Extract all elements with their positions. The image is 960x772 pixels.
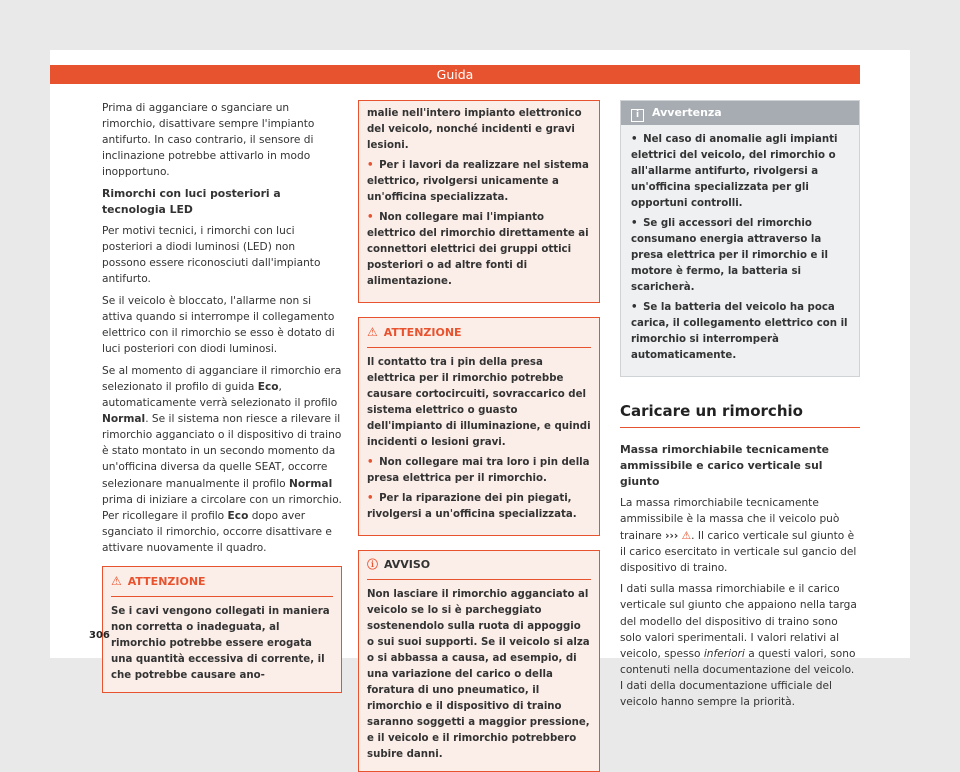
paragraph: Per motivi tecnici, i rimorchi con luci posteriori a diodi luminosi (LED) non possono essere riconosciuti dall'impianto antifurto. <box>102 225 321 286</box>
subheading: Rimorchi con luci posteriori a tecnologia LED <box>102 186 281 217</box>
bullet-item: • Se gli accessori del rimorchio consumano energia attraverso la presa elettrica per il rimorchio e il motore è fermo, la batteria si scaricherà. <box>631 218 828 293</box>
bullet-icon: • <box>631 302 638 313</box>
profile-eco: Eco <box>257 381 279 393</box>
notice-body: Non lasciare il rimorchio agganciato al veicolo se lo si è parcheggiato sostenendolo sulla ruota di appoggio o sui suoi supporti. Se il veicolo si alza o si abbassa a causa, ad esempio, di una variazione del carico o della foratura di uno pneumatico, il rimorchio e il dispositivo di traino saranno soggetti a maggior pressione, e il veicolo e il rimorchio potrebbero subire danni. <box>367 589 590 760</box>
bullet-icon: • <box>367 160 374 171</box>
bullet-item: • Non collegare mai tra loro i pin della presa elettrica per il rimorchio. <box>367 457 590 484</box>
paragraph: Prima di agganciare o sganciare un rimorchio, disattivare sempre l'impianto antifurto. In caso contrario, il sensore di inclinazione potrebbe attivarlo in modo inopportuno. <box>102 102 315 179</box>
chapter-header: Guida <box>50 65 860 84</box>
cross-ref-arrows[interactable]: ››› <box>665 529 679 542</box>
warning-title: ⚠ ATTENZIONE <box>111 567 333 597</box>
subheading: Massa rimorchiabile tecnicamente ammissibile e carico verticale sul giunto <box>620 443 829 489</box>
warning-box-continued <box>358 100 600 303</box>
column-1 <box>102 100 342 693</box>
warning-box <box>102 566 342 693</box>
bullet-icon: • <box>367 212 374 223</box>
bullet-item: • Nel caso di anomalie agli impianti elettrici del veicolo, del rimorchio o all'allarme antifurto, rivolgersi a un'officina specializzata per gli opportuni controlli. <box>631 134 838 209</box>
warning-triangle-icon: ⚠ <box>111 574 122 589</box>
notice-box <box>358 550 600 772</box>
warning-title: ⚠ ATTENZIONE <box>367 318 591 348</box>
paragraph: Se al momento di agganciare il rimorchio era selezionato il profilo di guida Eco, automaticamente verrà selezionato il profilo Normal. Se il sistema non riesce a rilevare il rimorchio agganciato o il dispositivo di traino è stato montato in un secondo momento da un'officina diversa da quelle SEAT, occorre selezionare manualmente il profilo Normal prima di iniziare a circolare con un rimorchio. Per ricollegare il profilo Eco dopo aver sganciato il rimorchio, occorre disattivare e attivare nuovamente il quadro. <box>102 364 342 554</box>
bullet-item: • Se la batteria del veicolo ha poca carica, il collegamento elettrico con il rimorchio si interromperà automaticamente. <box>631 302 848 361</box>
paragraph: malie nell'intero impianto elettronico del veicolo, nonché incidenti e gravi lesioni. <box>367 108 582 151</box>
notice-title: ⓘ AVVISO <box>367 551 591 580</box>
paragraph: La massa rimorchiabile tecnicamente ammissibile è la massa che il veicolo può trainare ››› ⚠. Il carico verticale sul giunto è il carico esercitato in verticale sul gancio del dispositivo di traino. <box>620 497 857 574</box>
note-box <box>620 100 860 377</box>
warning-box-2 <box>358 317 600 536</box>
column-2 <box>358 100 600 772</box>
bullet-item: • Non collegare mai l'impianto elettrico del rimorchio direttamente ai connettori elettrici dei gruppi ottici posteriori o ad altre fonti di alimentazione. <box>367 212 589 287</box>
warning-triangle-icon: ⚠ <box>367 325 378 339</box>
profile-normal: Normal <box>289 477 333 490</box>
section-title: Caricare un rimorchio <box>620 403 860 428</box>
info-circle-icon: ⓘ <box>367 558 378 571</box>
paragraph: I dati sulla massa rimorchiabile e il carico verticale sul giunto che appaiono nella targa del modello del dispositivo di traino sono solo valori sperimentali. I valori relativi al veicolo, spesso inferiori a questi valori, sono contenuti nella documentazione del veicolo. I dati della documentazione ufficiale del veicolo hanno sempre la priorità. <box>620 583 857 708</box>
bullet-icon: • <box>367 457 374 468</box>
profile-eco: Eco <box>227 509 249 522</box>
bullet-icon: • <box>367 493 374 504</box>
paragraph: Il contatto tra i pin della presa elettrica per il rimorchio potrebbe causare cortocircuiti, sovraccarico del sistema elettrico o guasto dell'impianto di illuminazione, e quindi incidenti o lesioni gravi. <box>367 357 591 448</box>
page-number: 306 <box>89 630 110 641</box>
bullet-item: • Per i lavori da realizzare nel sistema elettrico, rivolgersi unicamente a un'officina specializzata. <box>367 160 589 203</box>
warning-triangle-icon: ⚠ <box>681 529 692 542</box>
warning-body: Se i cavi vengono collegati in maniera non corretta o inadeguata, al rimorchio potrebbe essere erogata una quantità eccessiva di corrente, il che potrebbe causare ano- <box>111 606 330 682</box>
note-icon: i <box>631 109 644 122</box>
column-3 <box>620 100 860 716</box>
bullet-item: • Per la riparazione dei pin piegati, rivolgersi a un'officina specializzata. <box>367 493 577 520</box>
bullet-icon: • <box>631 134 638 145</box>
paragraph: Se il veicolo è bloccato, l'allarme non si attiva quando si interrompe il collegamento elettrico con il rimorchio se esso è dotato di luci posteriori con diodi luminosi. <box>102 295 335 356</box>
profile-normal: Normal <box>102 413 146 426</box>
bullet-icon: • <box>631 218 638 229</box>
note-title: i Avvertenza <box>621 101 859 125</box>
